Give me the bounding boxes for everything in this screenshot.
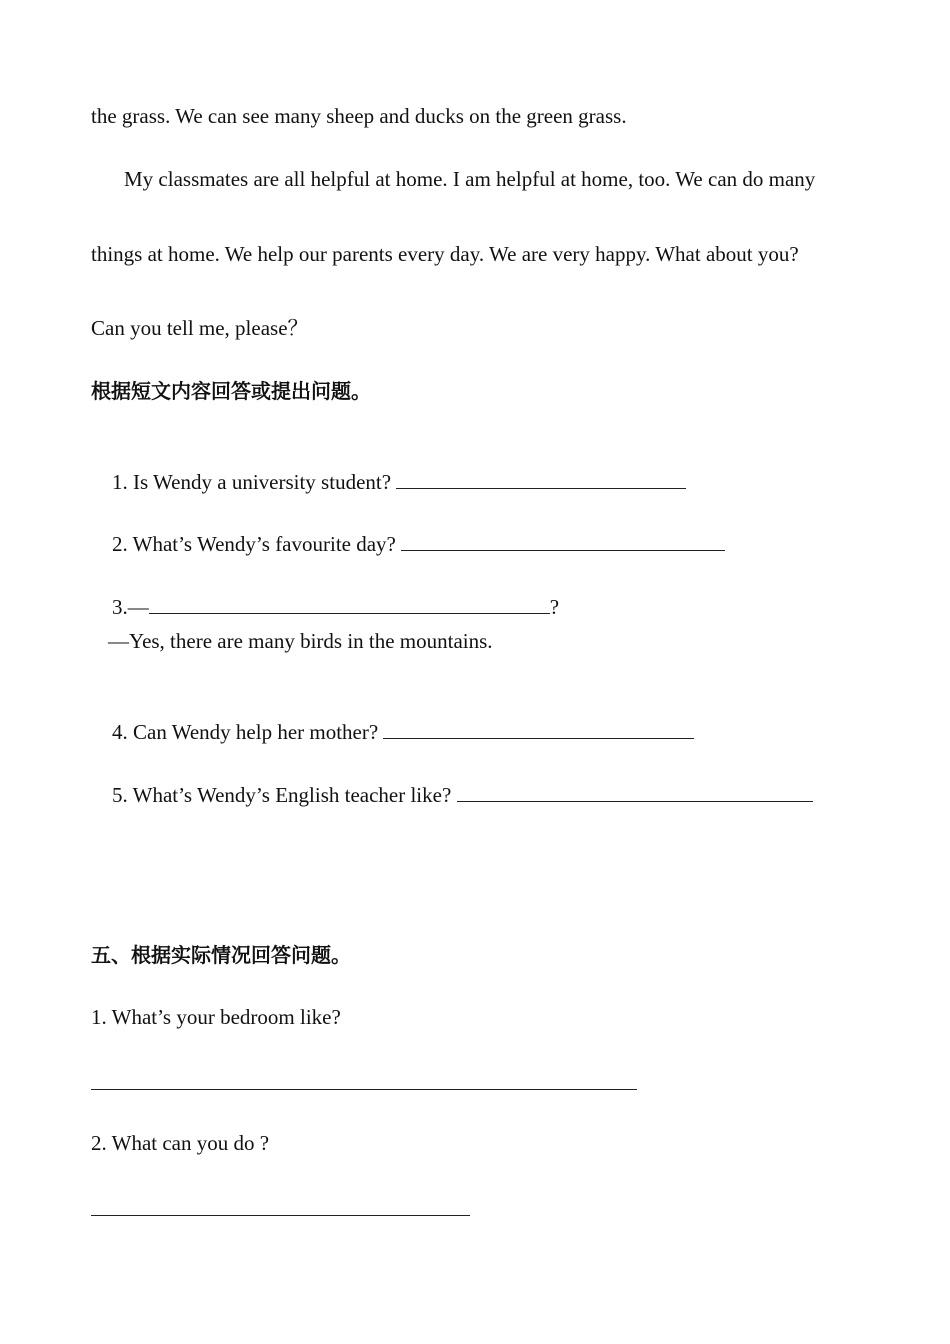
answer-blank-1[interactable]	[396, 470, 686, 489]
section-heading-reading: 根据短文内容回答或提出问题。	[91, 379, 371, 403]
question-1-text: 1. Is Wendy a university student?	[112, 470, 397, 494]
passage-line-3: things at home. We help our parents every day. We are very happy. What about you?	[91, 242, 799, 266]
answer-blank-5[interactable]	[457, 783, 813, 802]
section5-answer-line-1[interactable]	[91, 1089, 637, 1090]
question-4-text: 4. Can Wendy help her mother?	[112, 720, 384, 744]
question-5	[91, 753, 813, 837]
answer-blank-2[interactable]	[401, 532, 725, 551]
answer-blank-4[interactable]	[383, 720, 694, 739]
question-5-text: 5. What’s Wendy’s English teacher like?	[112, 783, 457, 807]
question-3-answer: —Yes, there are many birds in the mountains.	[108, 629, 493, 653]
question-3-prefix: 3.—	[112, 595, 149, 619]
section5-question-1: 1. What’s your bedroom like?	[91, 1005, 341, 1029]
question-2-text: 2. What’s Wendy’s favourite day?	[112, 532, 402, 556]
question-blank-3[interactable]	[149, 595, 550, 614]
passage-line-4: Can you tell me, please？	[91, 316, 309, 340]
section5-answer-line-2[interactable]	[91, 1215, 470, 1216]
passage-line-1: the grass. We can see many sheep and ducks on the green grass.	[91, 104, 627, 128]
question-3-suffix: ?	[549, 595, 560, 619]
passage-line-2: My classmates are all helpful at home. I am helpful at home, too. We can do many	[124, 167, 816, 191]
section5-question-2: 2. What can you do ?	[91, 1131, 270, 1155]
section-heading-five: 五、根据实际情况回答问题。	[91, 943, 351, 967]
